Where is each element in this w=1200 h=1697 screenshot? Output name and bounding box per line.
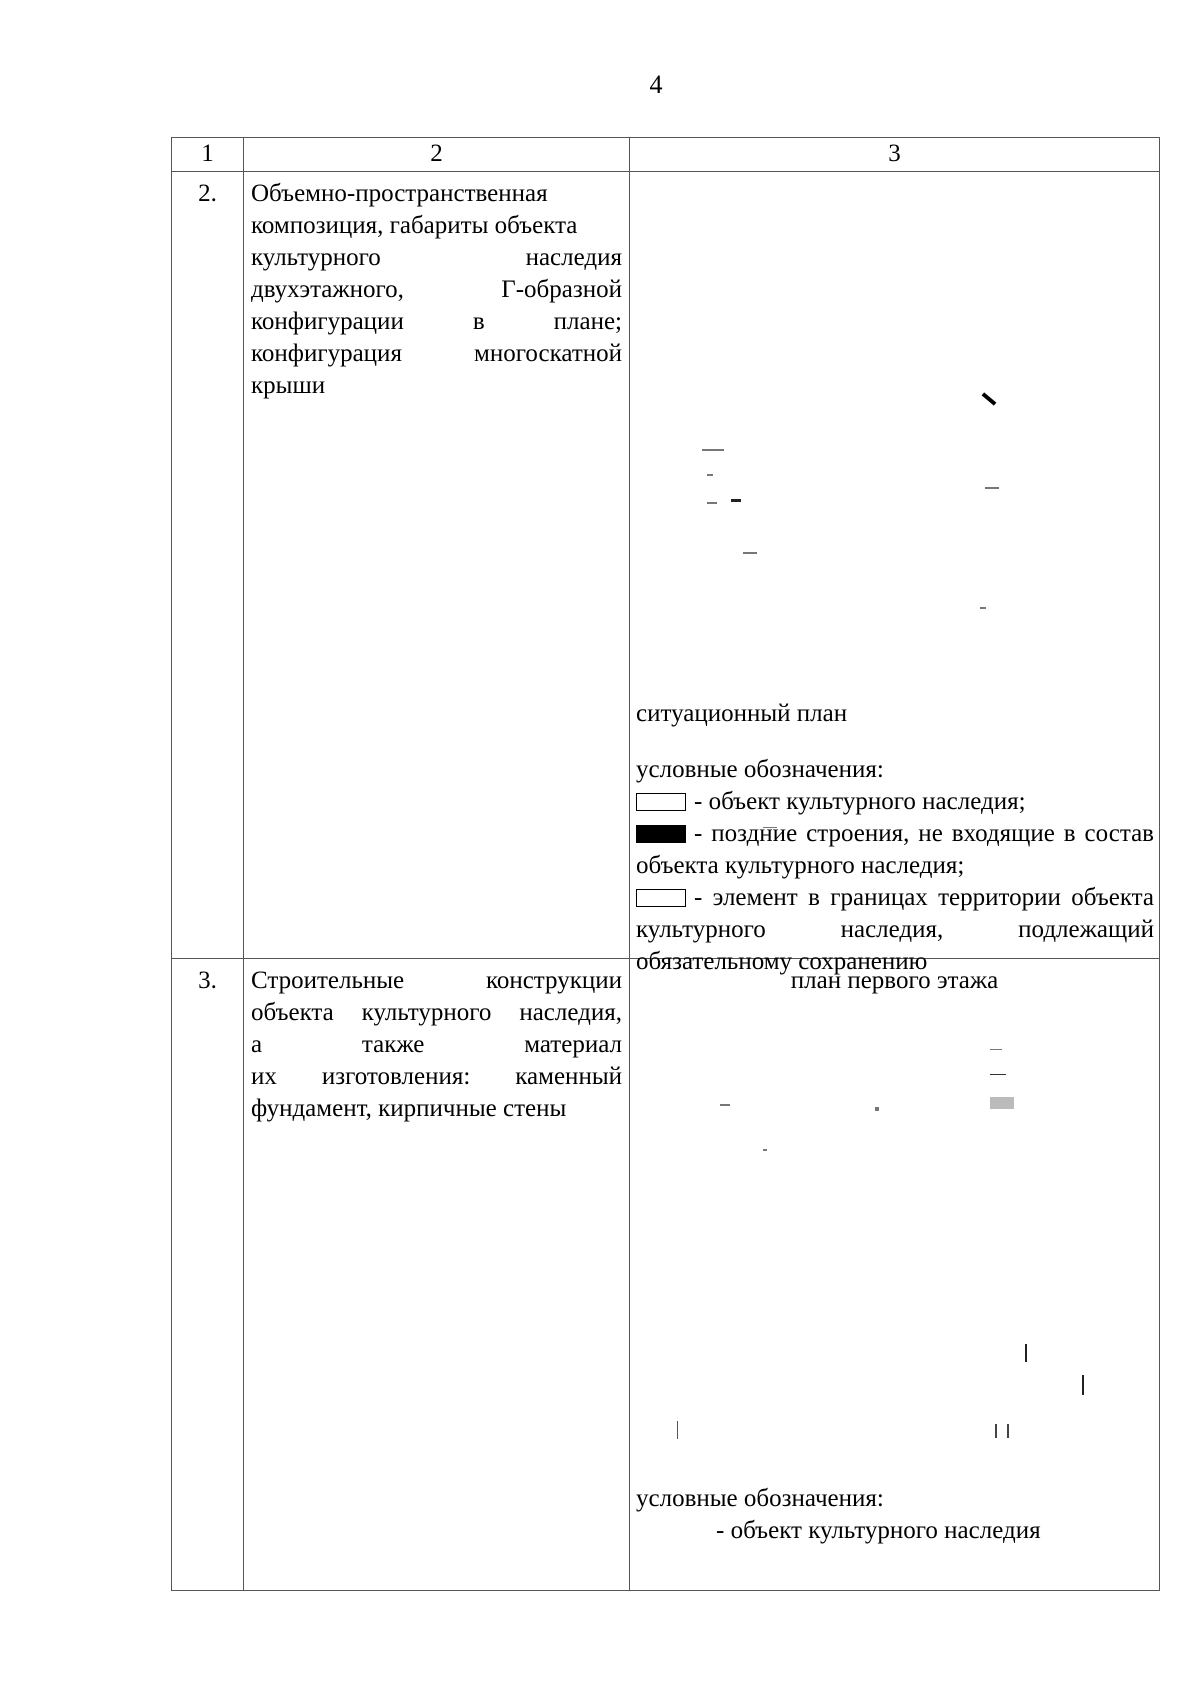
header-cell-1: 1 bbox=[172, 138, 244, 172]
description-line: конфигурация многоскатной bbox=[251, 340, 622, 367]
outline-swatch-icon bbox=[636, 793, 686, 811]
table-row bbox=[172, 172, 1160, 959]
floor-plan-cell bbox=[630, 959, 1160, 1591]
legend-item: - объект культурного наследия; bbox=[636, 786, 1154, 818]
header-cell-3: 3 bbox=[630, 138, 1160, 172]
page-number: 4 bbox=[649, 70, 663, 99]
row-number: 3. bbox=[172, 959, 244, 1591]
row-number: 2. bbox=[172, 172, 244, 959]
description-line: конфигурации в плане; bbox=[251, 308, 622, 335]
header-cell-2: 2 bbox=[244, 138, 630, 172]
row-description bbox=[244, 959, 630, 1591]
description-line: объекта культурного наследия, bbox=[251, 999, 622, 1026]
description-line: композиция, габариты объекта bbox=[251, 212, 578, 239]
row-description bbox=[244, 172, 630, 959]
filled-swatch-icon bbox=[636, 825, 686, 843]
floor-plan-title: план первого этажа bbox=[790, 967, 999, 994]
outline-swatch-icon bbox=[636, 889, 686, 907]
description-line: крыши bbox=[251, 372, 326, 399]
situation-plan-caption: ситуационный план bbox=[636, 700, 848, 727]
description-line: их изготовления: каменный bbox=[251, 1063, 622, 1090]
legend-item: - объект культурного наследия bbox=[716, 1517, 1041, 1544]
heritage-table bbox=[171, 137, 1160, 1591]
description-line: Строительные конструкции bbox=[251, 967, 622, 994]
legend-title: условные обозначения: bbox=[636, 756, 884, 783]
floor-plan-legend bbox=[636, 1483, 1154, 1547]
description-line: культурного наследия bbox=[251, 244, 622, 271]
legend-item: - поздние строения, не входящие в состав объекта культурного наследия; bbox=[636, 820, 1154, 879]
table-header-row bbox=[172, 138, 1160, 172]
situation-plan-cell bbox=[630, 172, 1160, 975]
legend-item: - элемент в границах территории объекта культурного наследия, подлежащий обязательному сохранению bbox=[636, 884, 1154, 975]
legend-title: условные обозначения: bbox=[636, 1485, 884, 1512]
table-row bbox=[172, 959, 1160, 1591]
description-line: фундамент, кирпичные стены bbox=[251, 1095, 567, 1122]
description-line: а также материал bbox=[251, 1031, 622, 1058]
description-line: двухэтажного, Г-образной bbox=[251, 276, 622, 303]
floor-plan-image bbox=[635, 1019, 1154, 1419]
situation-plan-legend bbox=[636, 754, 1154, 978]
description-line: Объемно-пространственная bbox=[251, 180, 548, 207]
